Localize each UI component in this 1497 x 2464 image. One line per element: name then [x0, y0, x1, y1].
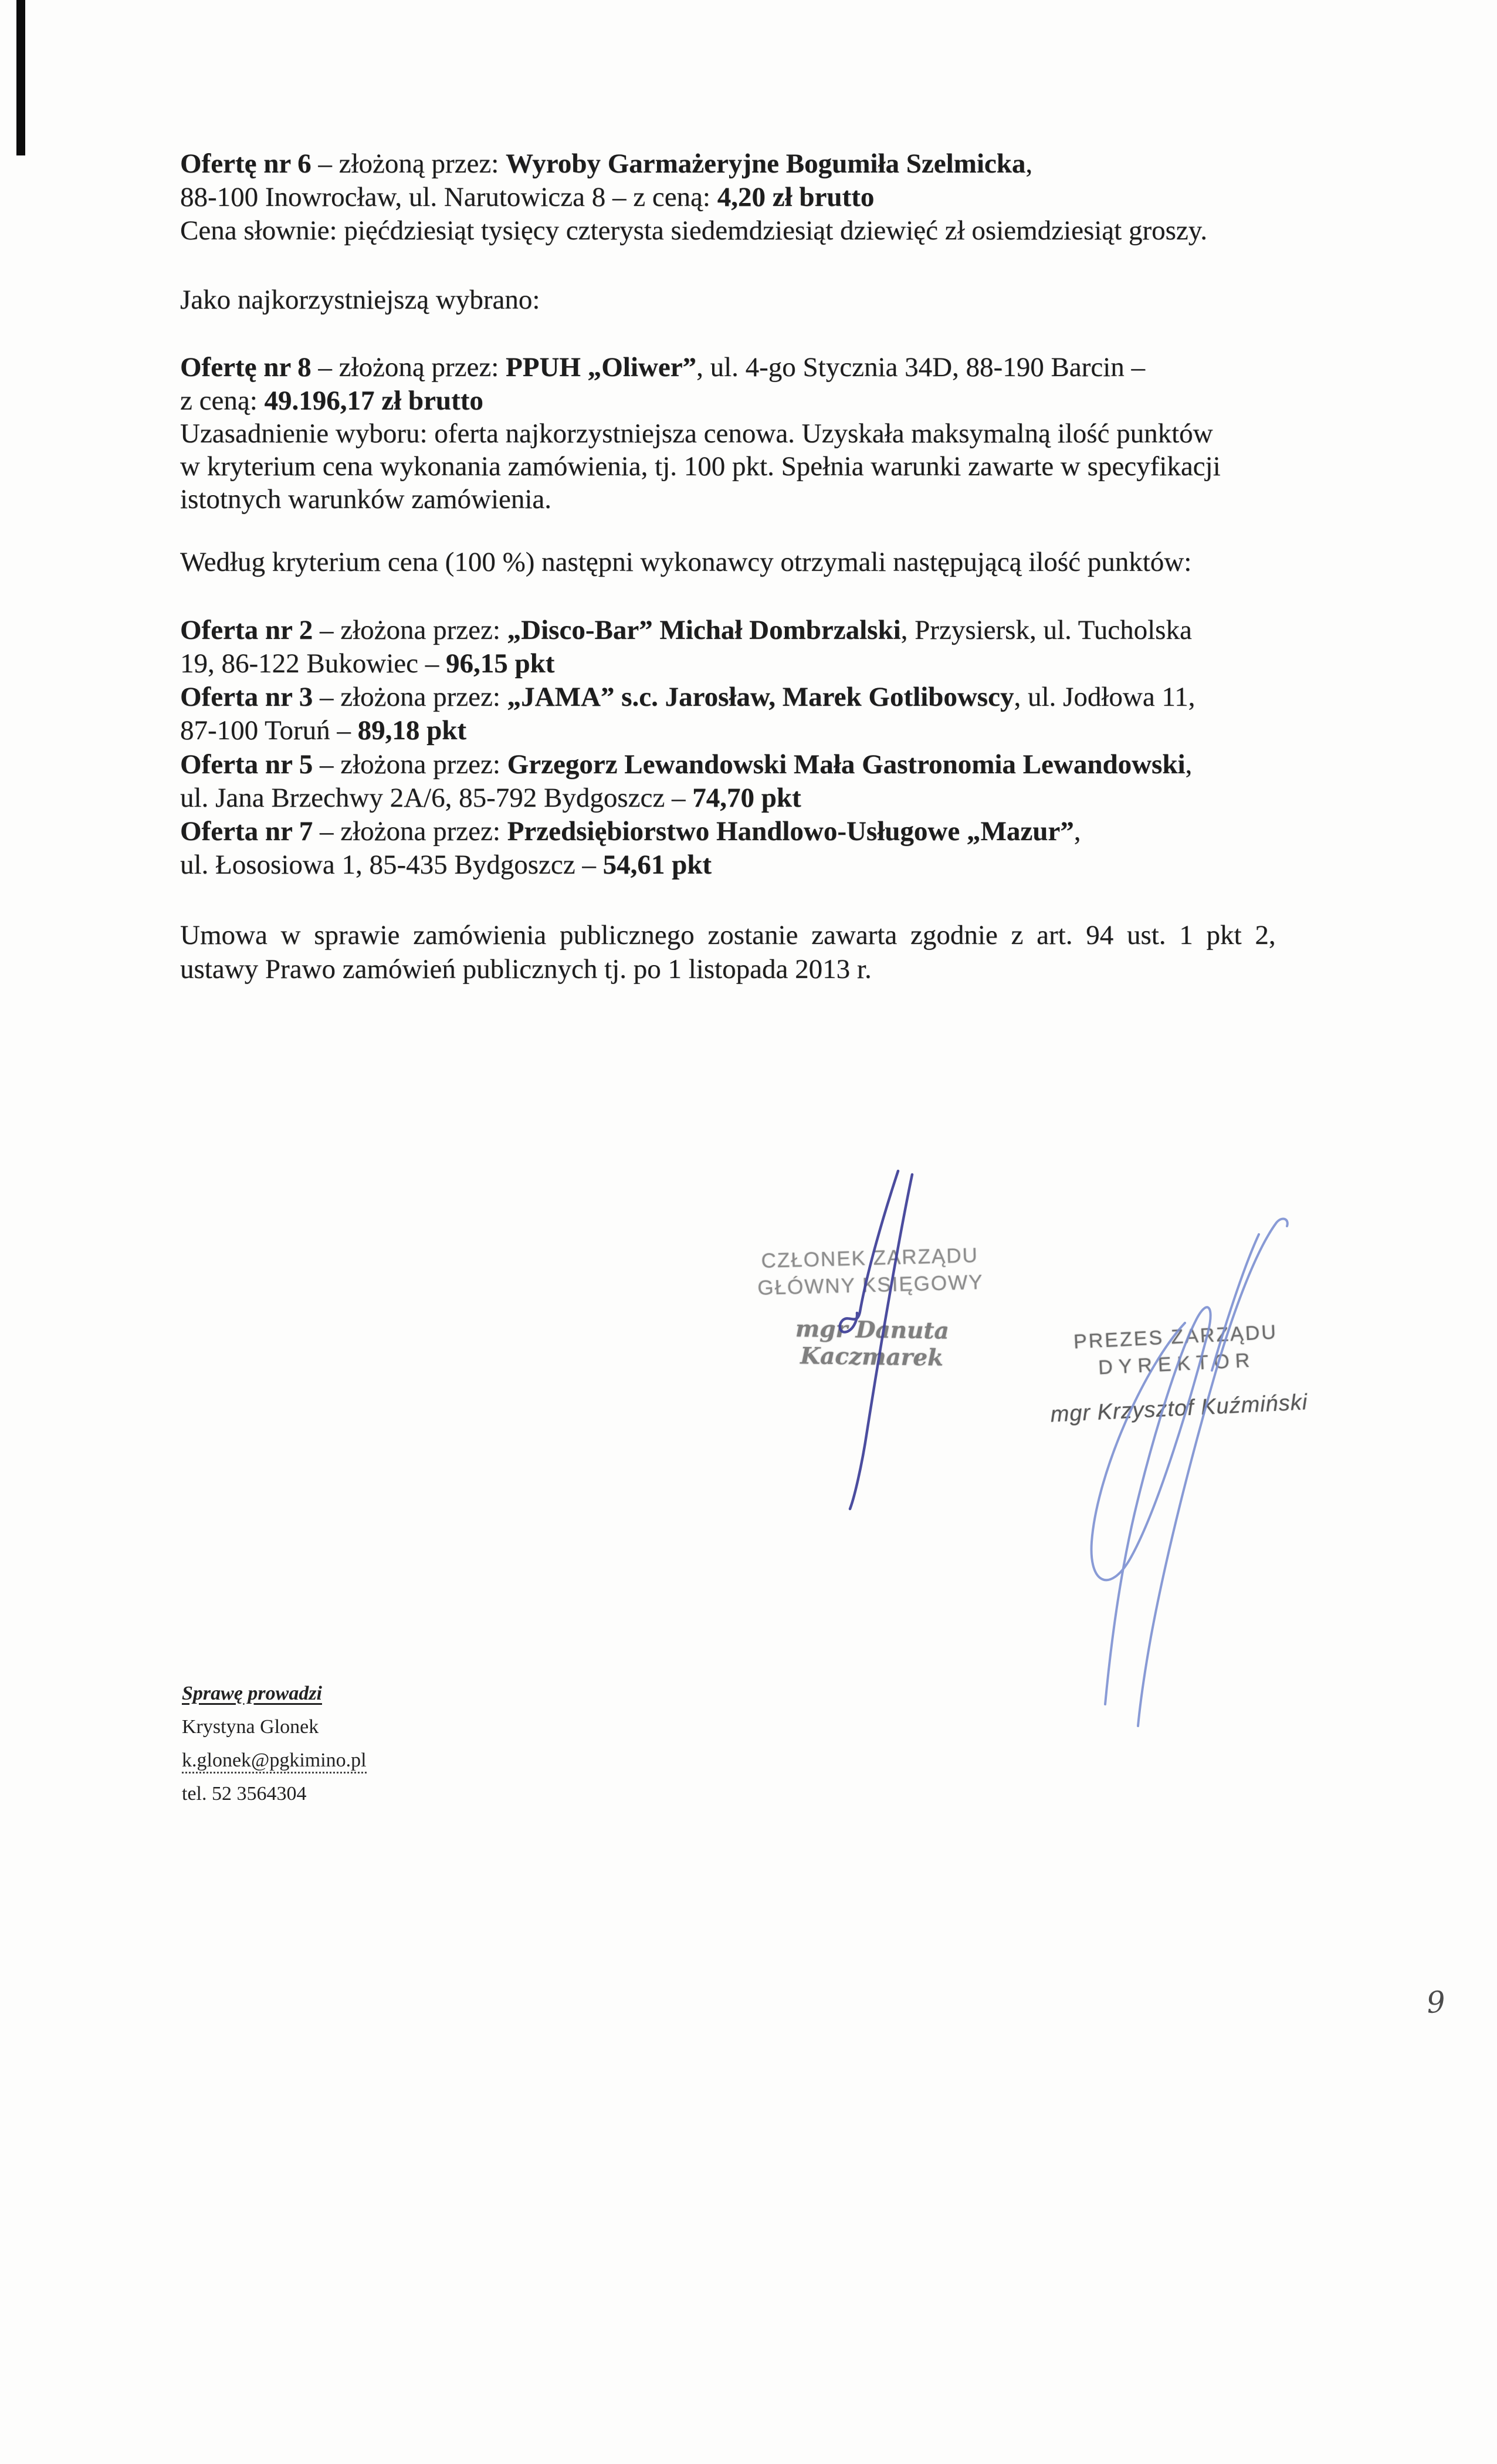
case-officer-phone: tel. 52 3564304: [182, 1783, 307, 1805]
stamp-title-line: GŁÓWNY KSIĘGOWY: [757, 1270, 984, 1300]
case-officer-email-link[interactable]: k.glonek@pgkimino.pl: [182, 1749, 367, 1773]
doc-line-offer6-1: Ofertę nr 6 – złożoną przez: Wyroby Garmażeryjne Bogumiła Szelmicka,: [180, 148, 1033, 179]
doc-line-offer8-4: w kryterium cena wykonania zamówienia, tj. 100 pkt. Spełnia warunki zawarte w specyfikacji: [180, 451, 1221, 482]
doc-line-offer8-3: Uzasadnienie wyboru: oferta najkorzystniejsza cenowa. Uzyskała maksymalną ilość punktów: [180, 418, 1213, 449]
stamp-person-name: mgr Krzysztof Kuźmiński: [1049, 1390, 1309, 1427]
doc-line-contract-2: ustawy Prawo zamówień publicznych tj. po 1 listopada 2013 r.: [180, 954, 872, 984]
stamp-president-director: [1043, 1317, 1312, 1428]
signature-krzysztof-kuzminski: [1092, 1219, 1288, 1726]
doc-line-offer5-2: ul. Jana Brzechwy 2A/6, 85-792 Bydgoszcz – 74,70 pkt: [180, 783, 801, 813]
doc-line-offer3-2: 87-100 Toruń – 89,18 pkt: [180, 715, 467, 746]
doc-line-offer7-1: Oferta nr 7 – złożona przez: Przedsiębiorstwo Handlowo-Usługowe „Mazur”,: [180, 816, 1081, 847]
case-officer-name: Krystyna Glonek: [182, 1716, 319, 1738]
doc-line-offer8-2: z ceną: 49.196,17 zł brutto: [180, 385, 483, 416]
doc-line-offer2-2: 19, 86-122 Bukowiec – 96,15 pkt: [180, 648, 555, 679]
doc-line-offer2-1: Oferta nr 2 – złożona przez: „Disco-Bar” Michał Dombrzalski, Przysiersk, ul. Tucholska: [180, 615, 1192, 645]
doc-line-criteria: Według kryterium cena (100 %) następni wykonawcy otrzymali następującą ilość punktów:: [180, 547, 1192, 577]
doc-line-offer8-5: istotnych warunków zamówienia.: [180, 484, 552, 515]
doc-line-offer3-1: Oferta nr 3 – złożona przez: „JAMA” s.c. Jarosław, Marek Gotlibowscy, ul. Jodłowa 11,: [180, 682, 1195, 712]
stamp-title-line: PREZES ZARZĄDU: [1073, 1321, 1278, 1353]
stamp-person-name: mgr Danuta Kaczmarek: [795, 1315, 950, 1372]
page-number: 9: [1425, 1984, 1447, 2020]
scan-artifact-bar: [16, 0, 25, 155]
doc-line-offer5-1: Oferta nr 5 – złożona przez: Grzegorz Lewandowski Mała Gastronomia Lewandowski,: [180, 749, 1193, 780]
doc-line-offer6-3: Cena słownie: pięćdziesiąt tysięcy czterysta siedemdziesiąt dziewięć zł osiemdziesiąt groszy.: [180, 215, 1207, 246]
stamp-title-line: DYREKTOR: [1098, 1349, 1256, 1379]
doc-line-offer7-2: ul. Łososiowa 1, 85-435 Bydgoszcz – 54,61 pkt: [180, 849, 712, 880]
doc-line-contract-1: Umowa w sprawie zamówienia publicznego zostanie zawarta zgodnie z art. 94 ust. 1 pkt 2,: [180, 920, 1276, 950]
doc-line-intro: Jako najkorzystniejszą wybrano:: [180, 285, 540, 315]
case-officer-heading: Sprawę prowadzi: [182, 1683, 322, 1704]
stamp-title-line: CZŁONEK ZARZĄDU: [761, 1244, 979, 1272]
case-officer-block: [182, 1677, 367, 1810]
doc-line-offer8-1: Ofertę nr 8 – złożoną przez: PPUH „Oliwer”, ul. 4-go Stycznia 34D, 88-190 Barcin –: [180, 352, 1145, 383]
doc-line-offer6-2: 88-100 Inowrocław, ul. Narutowicza 8 – z ceną: 4,20 zł brutto: [180, 182, 875, 212]
stamp-chief-accountant: [729, 1241, 1013, 1374]
